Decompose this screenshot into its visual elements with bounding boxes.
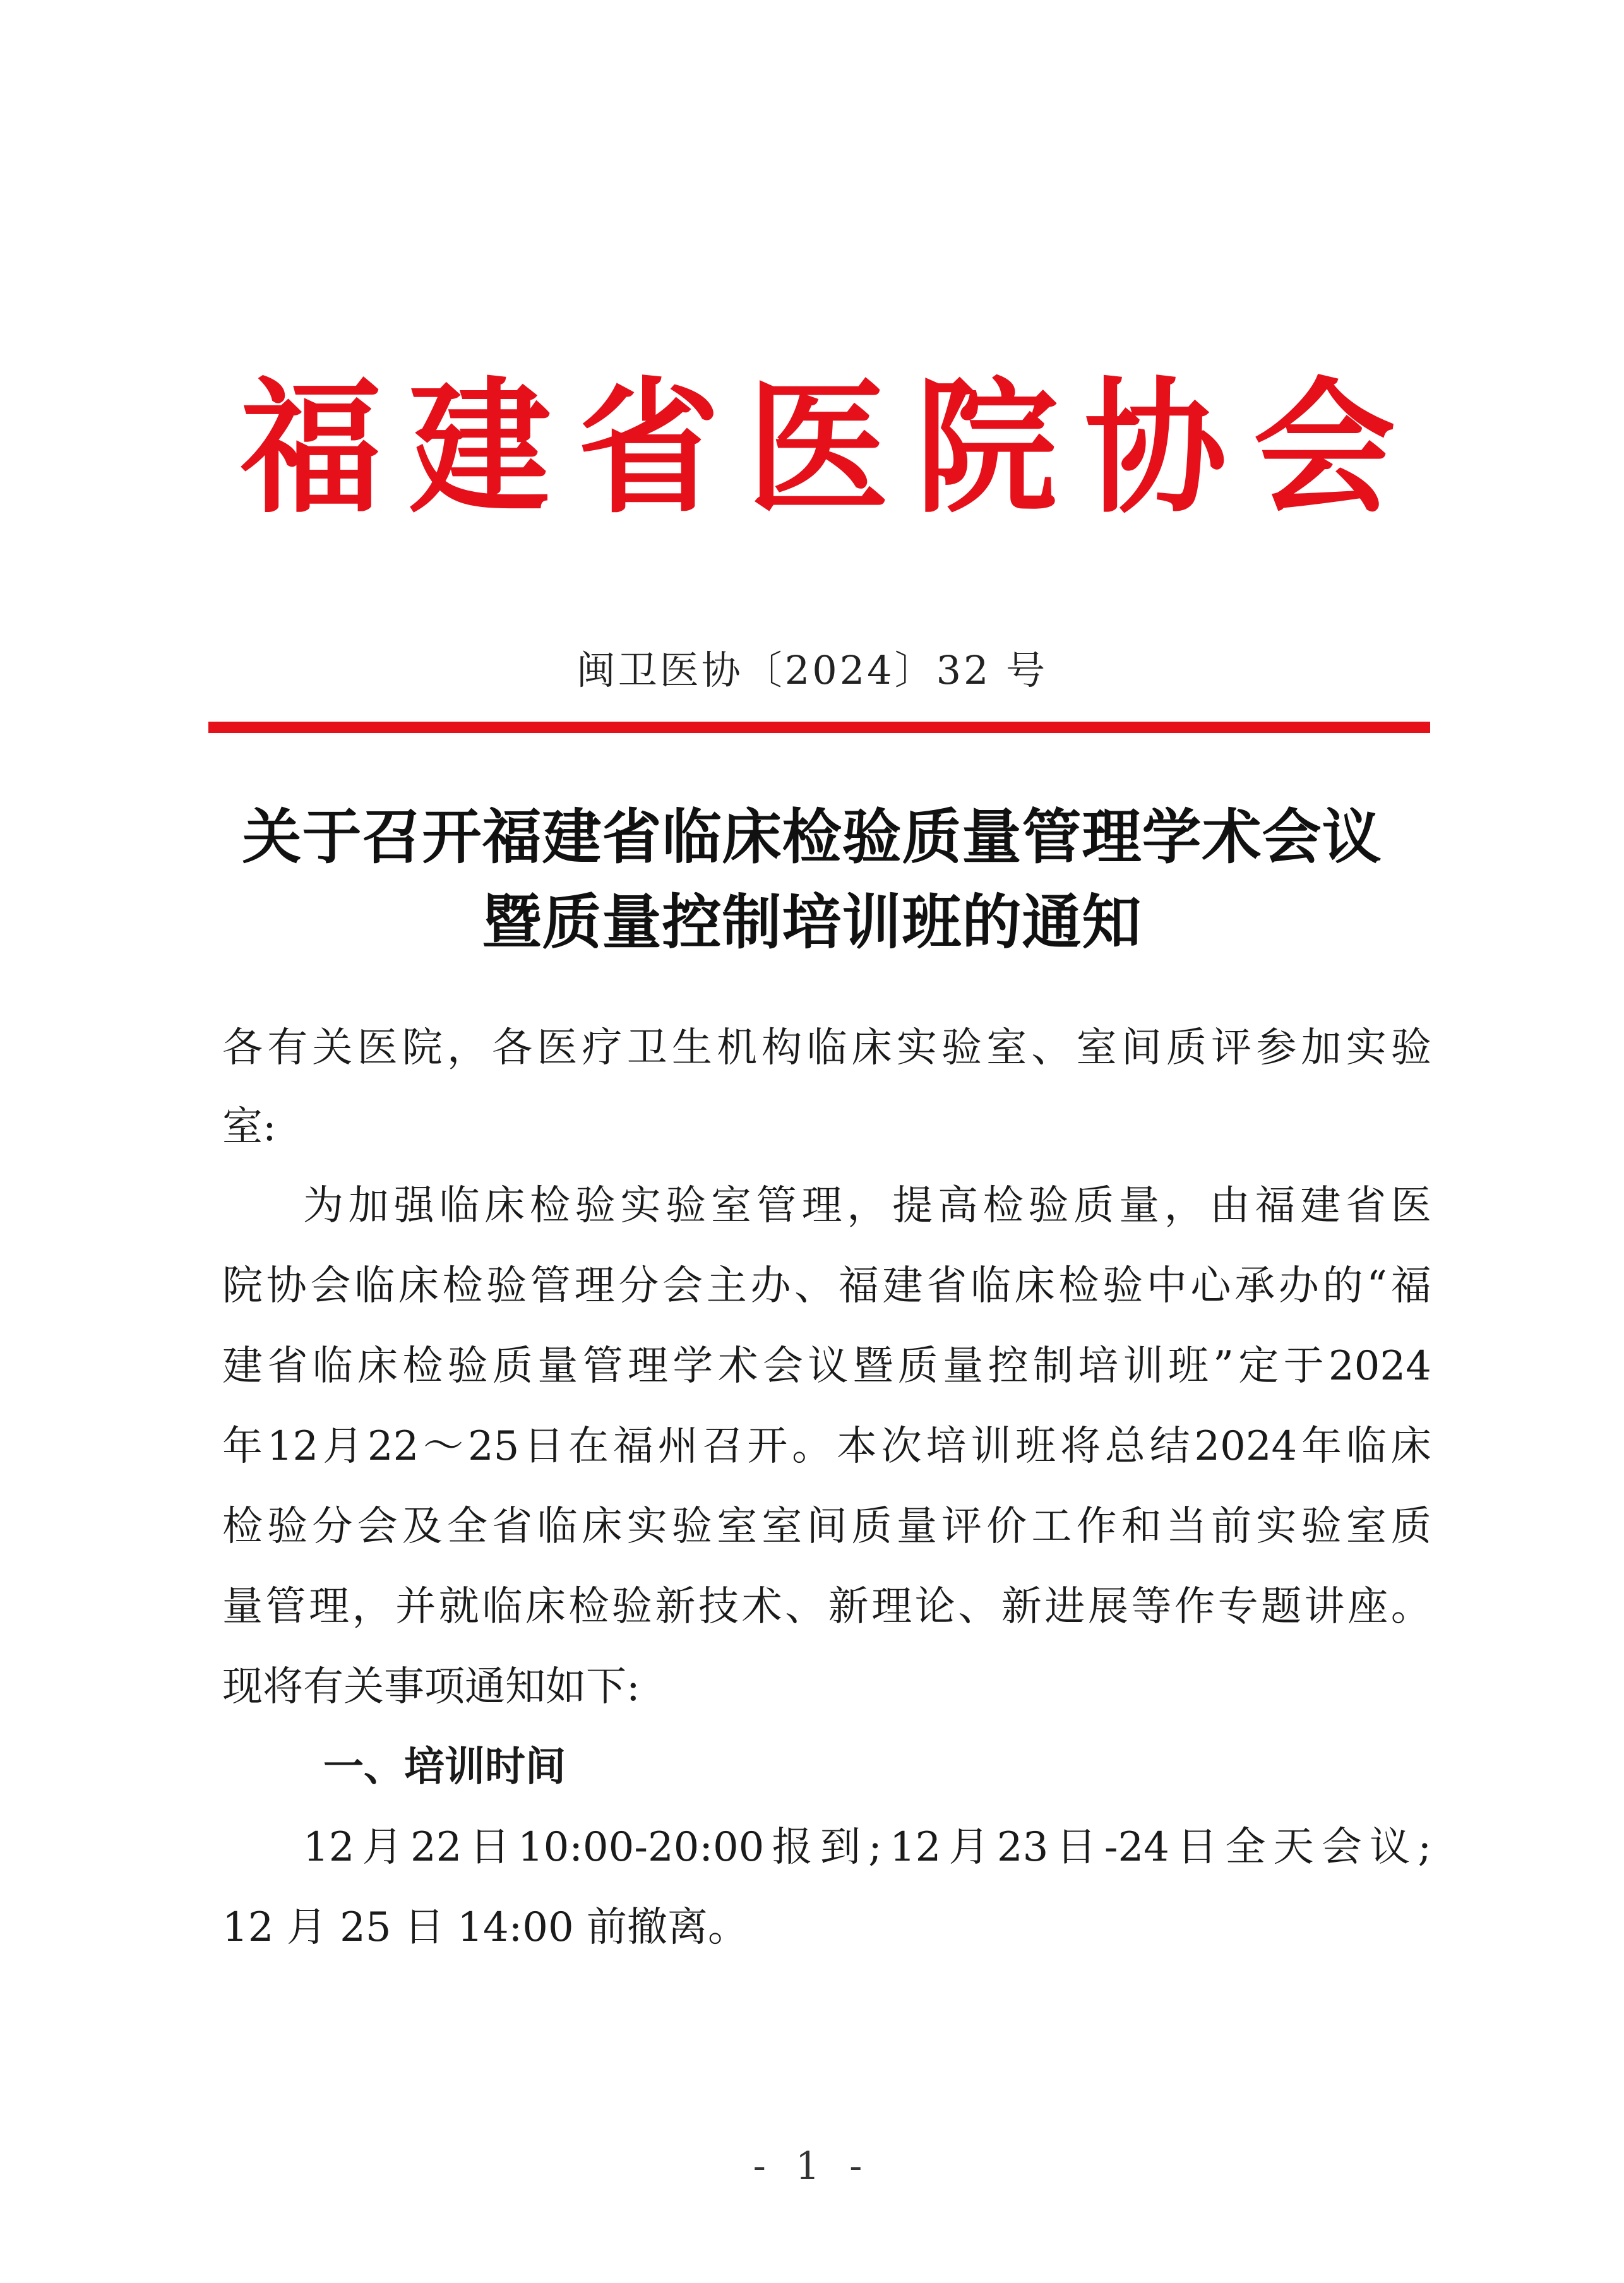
paragraph-line: 检 验 分 会 及 全 省 临 床 实 验 室 室 间 质 量 评 价 工 作 和 当 前 实 验 室 质: [222, 1503, 1431, 1550]
organization-letterhead: [240, 364, 1395, 532]
document-body: [222, 1023, 1431, 2033]
letterhead-character: 建: [409, 362, 551, 533]
section-text-line: 12 月 25 日 14:00 前撤离。: [222, 1904, 749, 1951]
page-number: - 1 -: [753, 2144, 871, 2188]
letterhead-character: 协: [1084, 362, 1227, 533]
letterhead-character: 院: [916, 362, 1058, 533]
paragraph-line: 为 加 强 临 床 检 验 实 验 室 管 理 ， 提 高 检 验 质 量 ， 由 福 建 省 医: [303, 1183, 1431, 1229]
paragraph-line: 建 省 临 床 检 验 质 量 管 理 学 术 会 议 暨 质 量 控 制 培 训 班 ” 定 于 2024: [222, 1343, 1431, 1390]
section-text-line: 12 月 22 日 10:00-20:00 报 到 ; 12 月 23 日 -24 日 全 天 会 议 ;: [303, 1824, 1431, 1871]
red-divider-rule: [208, 722, 1430, 733]
letterhead-character: 省: [578, 362, 720, 533]
letterhead-character: 福: [240, 362, 382, 533]
salutation-line-1: 各 有 关 医 院 ， 各 医 疗 卫 生 机 构 临 床 实 验 室 、 室 间 质 评 参 加 实 验: [222, 1025, 1431, 1071]
letterhead-character: 会: [1253, 362, 1395, 533]
document-number: 闽卫医协〔2024〕32 号: [576, 647, 1048, 693]
section-heading-training-time: 一、培训时间: [323, 1744, 566, 1791]
letterhead-character: 医: [746, 362, 889, 533]
document-title-line-2: 暨质量控制培训班的通知: [482, 888, 1142, 957]
paragraph-line: 现将有关事项通知如下:: [222, 1664, 640, 1710]
document-title-line-1: 关于召开福建省临床检验质量管理学术会议: [242, 803, 1382, 872]
paragraph-line: 院 协 会 临 床 检 验 管 理 分 会 主 办 、 福 建 省 临 床 检 验 中 心 承 办 的 “ 福: [222, 1263, 1431, 1309]
paragraph-line: 量 管 理 ， 并 就 临 床 检 验 新 技 术 、 新 理 论 、 新 进 展 等 作 专 题 讲 座 。: [222, 1583, 1431, 1630]
paragraph-line: 年 12 月 22 ～ 25 日 在 福 州 召 开 。 本 次 培 训 班 将 总 结 2024 年 临 床: [222, 1423, 1431, 1470]
salutation-line-2: 室:: [222, 1104, 277, 1150]
